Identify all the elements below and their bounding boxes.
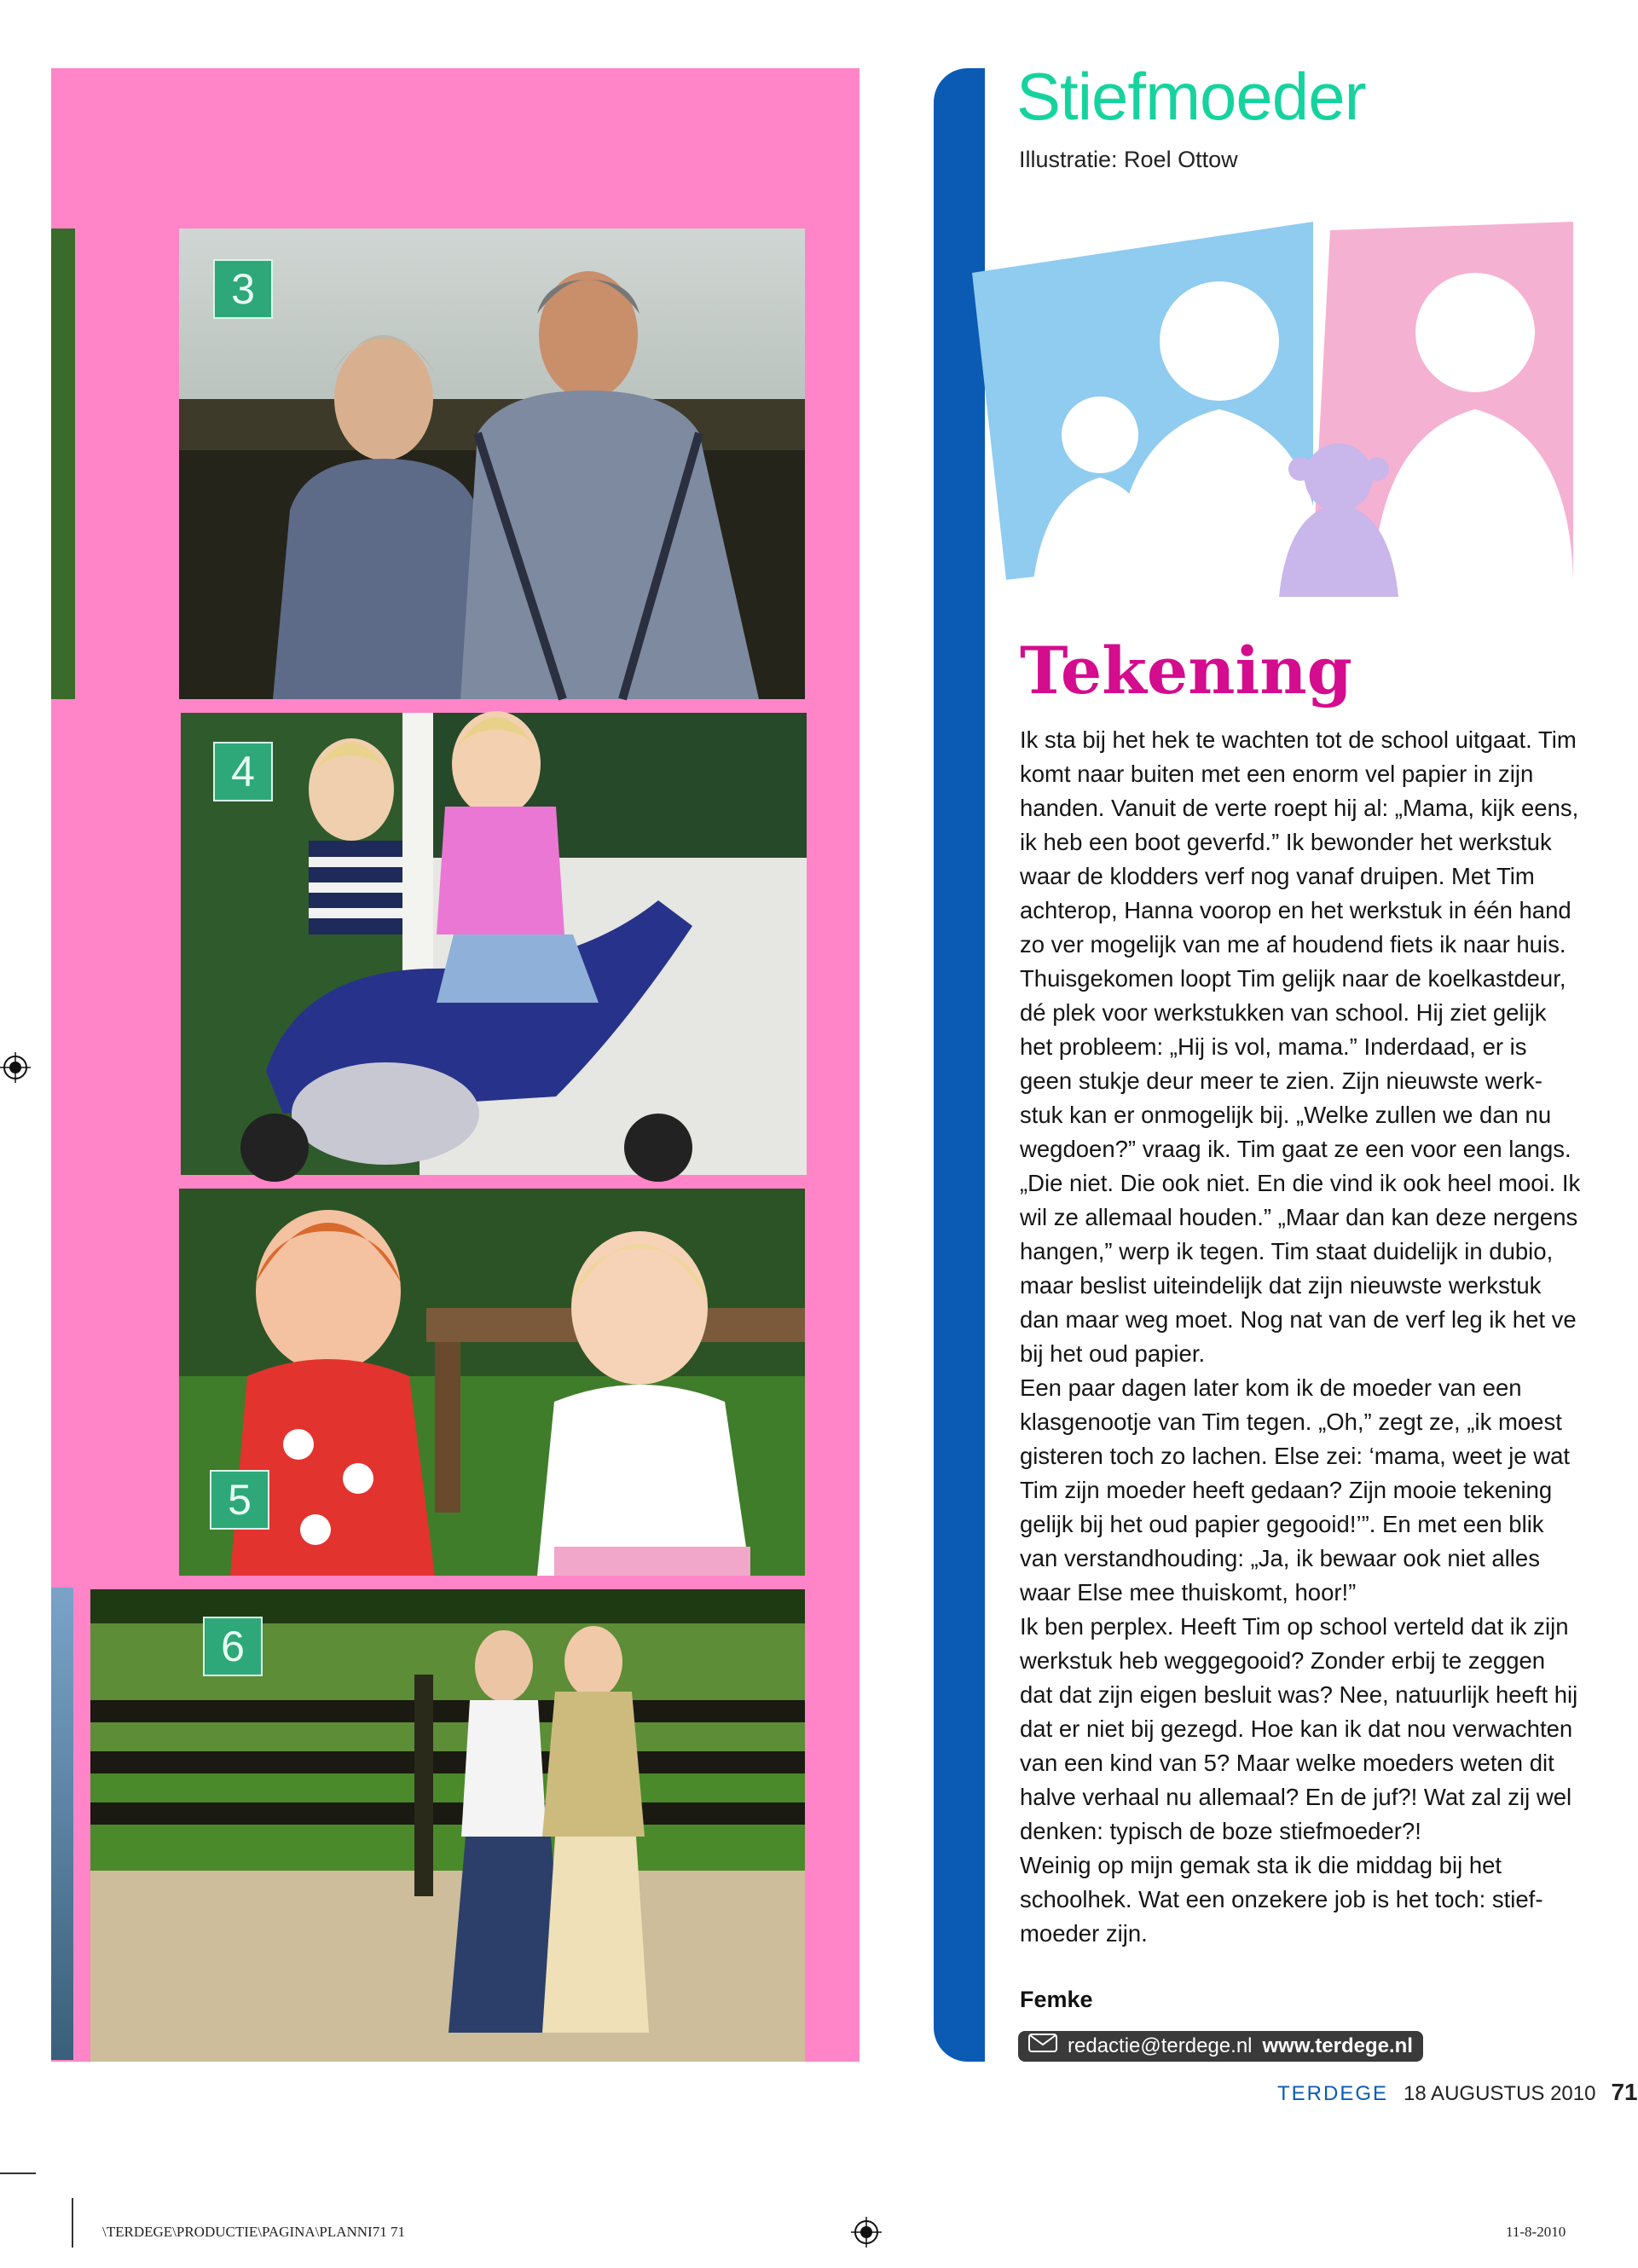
article-line: Tim zijn moeder heeft gedaan? Zijn mooie tekening xyxy=(1020,1477,1553,1503)
crop-mark xyxy=(0,2173,36,2174)
page-number: 71 xyxy=(1611,2079,1638,2105)
article-line: schoolhek. Wat een onzekere job is het toch: stief- xyxy=(1020,1886,1543,1912)
article-line: Weinig op mijn gemak sta ik die middag bij het xyxy=(1020,1852,1502,1878)
photo-number-badge: 4 xyxy=(213,742,273,801)
photo-number-badge: 6 xyxy=(203,1617,263,1676)
photo-edge-strip xyxy=(51,1588,73,2060)
article-line: achterop, Hanna voorop en het werkstuk in één hand xyxy=(1020,897,1571,923)
article-line: van een kind van 5? Maar welke moeders weten dit xyxy=(1020,1750,1554,1776)
article-line: halve verhaal nu allemaal? En de juf?! Wat zal zij wel xyxy=(1020,1784,1572,1810)
illustration-credit: Illustratie: Roel Ottow xyxy=(1019,147,1238,172)
article-line: bij het oud papier. xyxy=(1020,1340,1206,1367)
article-line: dan maar weg moet. Nog nat van de verf leg ik het ve xyxy=(1020,1306,1577,1333)
article-author: Femke xyxy=(1020,1987,1093,2012)
article-line: waar de klodders verf nog vanaf druipen. Met Tim xyxy=(1020,863,1535,889)
photo-two-women-fence xyxy=(90,1589,805,2062)
website-link[interactable]: www.terdege.nl xyxy=(1262,2034,1413,2057)
email-link[interactable]: redactie@terdege.nl xyxy=(1068,2034,1253,2057)
article-line: van verstandhouding: „Ja, ik bewaar ook niet alles xyxy=(1020,1545,1540,1571)
article-line: ik heb een boot geverfd.” Ik bewonder het werkstuk xyxy=(1020,829,1552,855)
print-slug-path: \TERDEGE\PRODUCTIE\PAGINA\PLANNI71 71 xyxy=(102,2224,405,2240)
article-line: klasgenootje van Tim tegen. „Oh,” zegt ze, „ik moest xyxy=(1020,1409,1562,1435)
section-title: Stiefmoeder xyxy=(1016,59,1366,134)
article-line: handen. Vanuit de verte roept hij al: „Mama, kijk eens, xyxy=(1020,795,1579,821)
article-line: Ik ben perplex. Heeft Tim op school verteld dat ik zijn xyxy=(1020,1613,1569,1640)
photo-number-badge: 3 xyxy=(213,259,273,319)
article-body xyxy=(1020,723,1583,1951)
article-line: dé plek voor werkstukken van school. Hij ziet gelijk xyxy=(1020,999,1547,1026)
print-slug-date: 11-8-2010 xyxy=(1506,2224,1566,2240)
photo-edge-strip xyxy=(51,229,75,699)
contact-bar xyxy=(1018,2031,1423,2062)
page-footer xyxy=(1277,2079,1638,2106)
article-line: wegdoen?” vraag ik. Tim gaat ze een voor een langs. xyxy=(1020,1136,1571,1162)
article-line: Een paar dagen later kom ik de moeder van een xyxy=(1020,1374,1522,1401)
family-silhouette-illustration xyxy=(972,222,1573,597)
article-line: hangen,” werp ik tegen. Tim staat duidelijk in dubio, xyxy=(1020,1238,1554,1264)
article-line: waar Else mee thuiskomt, hoor!” xyxy=(1020,1579,1357,1606)
mail-icon xyxy=(1028,2031,1057,2062)
article-line: denken: typisch de boze stiefmoeder?! xyxy=(1020,1818,1421,1844)
magazine-name: TERDEGE xyxy=(1277,2082,1389,2105)
photo-elderly-couple xyxy=(179,229,805,699)
article-line: dat dat zijn eigen besluit was? Nee, natuurlijk heeft hij xyxy=(1020,1681,1578,1708)
article-line: gisteren toch zo lachen. Else zei: ‘mama, weet je wat xyxy=(1020,1443,1571,1469)
article-line: Thuisgekomen loopt Tim gelijk naar de koelkastdeur, xyxy=(1020,965,1566,992)
photo-girls-scooter xyxy=(181,713,807,1175)
article-line: werkstuk heb weggegooid? Zonder erbij te zeggen xyxy=(1020,1647,1546,1674)
article-line: „Die niet. Die ook niet. En die vind ik ook heel mooi. Ik xyxy=(1020,1170,1581,1196)
article-line: maar beslist uiteindelijk dat zijn nieuwste werkstuk xyxy=(1020,1272,1542,1299)
photo-number-badge: 5 xyxy=(210,1470,269,1530)
photo-two-girls xyxy=(179,1189,805,1576)
crop-mark xyxy=(72,2198,73,2248)
article-line: stuk kan er onmogelijk bij. „Welke zullen we dan nu xyxy=(1020,1102,1552,1128)
article-line: zo ver mogelijk van me af houdend fiets ik naar huis. xyxy=(1020,931,1566,958)
article-line: dat er niet bij gezegd. Hoe kan ik dat nou verwachten xyxy=(1020,1715,1573,1742)
article-line: Ik sta bij het hek te wachten tot de school uitgaat. Tim xyxy=(1020,726,1577,753)
article-line: komt naar buiten met een enorm vel papier in zijn xyxy=(1020,761,1534,787)
article-line: wil ze allemaal houden.” „Maar dan kan deze nergens xyxy=(1020,1204,1578,1230)
article-headline: Tekening xyxy=(1020,633,1352,709)
registration-mark-icon xyxy=(851,2217,882,2248)
article-line: geen stukje deur meer te zien. Zijn nieuwste werk- xyxy=(1020,1067,1542,1094)
registration-mark-icon xyxy=(0,1052,31,1083)
article-line: moeder zijn. xyxy=(1020,1920,1148,1947)
issue-date: 18 AUGUSTUS 2010 xyxy=(1404,2082,1596,2105)
article-line: het probleem: „Hij is vol, mama.” Inderdaad, er is xyxy=(1020,1033,1527,1060)
article-line: gelijk bij het oud papier gegooid!’”. En met een blik xyxy=(1020,1511,1544,1537)
